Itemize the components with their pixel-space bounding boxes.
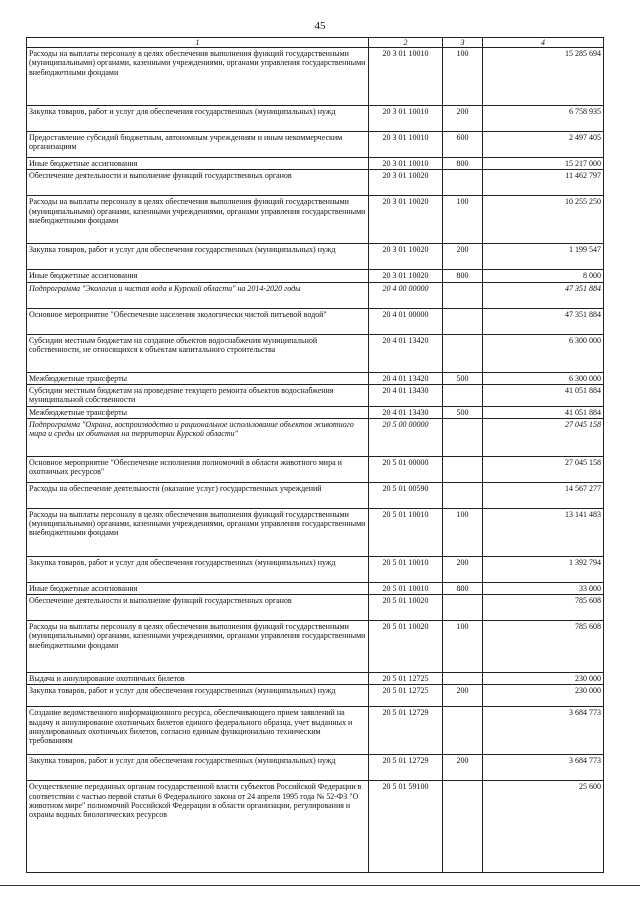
row-amount: 3 684 773 [483,707,604,755]
row-description: Расходы на обеспечение деятельности (оказание услуг) государственных учреждений [27,482,369,508]
row-amount: 230 000 [483,673,604,685]
row-classification-code: 20 5 01 10010 [369,582,443,594]
table-row [27,308,604,334]
row-amount: 27 045 158 [483,418,604,456]
row-classification-code: 20 3 01 10010 [369,158,443,170]
table-row [27,244,604,270]
row-description: Предоставление субсидий бюджетным, автономным учреждениям и иным некоммерческим организациям [27,132,369,158]
table-row [27,158,604,170]
row-amount: 6 300 000 [483,372,604,384]
row-amount: 47 351 884 [483,282,604,308]
row-classification-code: 20 3 01 10020 [369,270,443,282]
table-row [27,406,604,418]
row-classification-code: 20 3 01 10020 [369,170,443,196]
row-amount: 47 351 884 [483,308,604,334]
table-row [27,781,604,873]
table-row [27,270,604,282]
row-amount: 33 000 [483,582,604,594]
row-expense-type [443,334,483,372]
column-header: 4 [483,38,604,48]
row-expense-type [443,595,483,621]
row-description: Основное мероприятие "Обеспечение населения экологически чистой питьевой водой" [27,308,369,334]
row-classification-code: 20 5 01 12729 [369,707,443,755]
row-description: Межбюджетные трансферты [27,372,369,384]
row-expense-type [443,282,483,308]
row-classification-code: 20 3 01 10010 [369,106,443,132]
row-expense-type: 100 [443,48,483,106]
row-description: Расходы на выплаты персоналу в целях обеспечения выполнения функций государственными (муниципальными) органами, казенными учреждениями, органами управления государственными внебюджетными фондами [27,508,369,556]
row-description: Закупка товаров, работ и услуг для обеспечения государственных (муниципальных) нужд [27,106,369,132]
row-description: Осуществление переданных органам государственной власти субъектов Российской Федерации в соответствии с частью первой статьи 6 Федерального закона от 24 апреля 1995 года № 52-ФЗ "О животном мире" полномочий Российской Федерации в области организации, регулирования и охраны водных биологических ресурсов [27,781,369,873]
row-expense-type: 200 [443,755,483,781]
row-classification-code: 20 5 01 10020 [369,621,443,673]
row-description: Подпрограмма "Охрана, воспроизводство и рациональное использование объектов животного мира и среды их обитания на территории Курской области" [27,418,369,456]
row-amount: 14 567 277 [483,482,604,508]
row-description: Обеспечение деятельности и выполнение функций государственных органов [27,595,369,621]
table-row [27,282,604,308]
table-row [27,673,604,685]
table-row [27,106,604,132]
row-expense-type: 600 [443,132,483,158]
row-expense-type [443,781,483,873]
row-amount: 230 000 [483,685,604,707]
table-row [27,372,604,384]
row-amount: 13 141 483 [483,508,604,556]
table-row [27,456,604,482]
row-classification-code: 20 4 01 00000 [369,308,443,334]
table-row [27,621,604,673]
row-description: Субсидии местным бюджетам на создание объектов водоснабжения муниципальной собственности, не относящихся к объектам капитального строительства [27,334,369,372]
row-amount: 785 608 [483,621,604,673]
row-classification-code: 20 5 01 12725 [369,685,443,707]
row-classification-code: 20 5 01 10010 [369,508,443,556]
page-number: 45 [314,20,326,32]
table-header-row [27,38,604,48]
row-expense-type [443,384,483,406]
table-row [27,707,604,755]
row-amount: 1 392 794 [483,556,604,582]
row-description: Подпрограмма "Экология и чистая вода в Курской области" на 2014-2020 годы [27,282,369,308]
row-description: Иные бюджетные ассигнования [27,158,369,170]
row-amount: 10 255 250 [483,196,604,244]
row-expense-type [443,418,483,456]
table-row [27,508,604,556]
row-classification-code: 20 4 01 13430 [369,384,443,406]
row-expense-type [443,170,483,196]
row-amount: 25 600 [483,781,604,873]
row-description: Закупка товаров, работ и услуг для обеспечения государственных (муниципальных) нужд [27,685,369,707]
row-expense-type: 500 [443,406,483,418]
row-classification-code: 20 5 01 12725 [369,673,443,685]
row-description: Основное мероприятие "Обеспечение исполнения полномочий в области животного мира и охотничьих ресурсов" [27,456,369,482]
row-expense-type: 100 [443,196,483,244]
row-expense-type [443,482,483,508]
row-classification-code: 20 5 01 12729 [369,755,443,781]
table-row [27,196,604,244]
table-row [27,755,604,781]
row-classification-code: 20 3 01 10010 [369,132,443,158]
row-amount: 15 217 000 [483,158,604,170]
column-header: 3 [443,38,483,48]
row-amount: 11 462 797 [483,170,604,196]
row-expense-type [443,673,483,685]
row-description: Иные бюджетные ассигнования [27,270,369,282]
row-expense-type [443,707,483,755]
table-body [27,48,604,873]
row-expense-type: 100 [443,621,483,673]
row-description: Создание ведомственного информационного ресурса, обеспечивающего прием заявлений на выдачу и аннулирование охотничьих билетов единого федерального образца, учет выданных и аннулированных охотничьих билетов, согласно единым функционально техническим требованиям [27,707,369,755]
row-description: Расходы на выплаты персоналу в целях обеспечения выполнения функций государственными (муниципальными) органами, казенными учреждениями, органами управления государственными внебюджетными фондами [27,48,369,106]
row-expense-type: 800 [443,270,483,282]
row-amount: 8 000 [483,270,604,282]
column-header: 2 [369,38,443,48]
row-description: Обеспечение деятельности и выполнение функций государственных органов [27,170,369,196]
row-classification-code: 20 5 01 00000 [369,456,443,482]
row-description: Закупка товаров, работ и услуг для обеспечения государственных (муниципальных) нужд [27,244,369,270]
row-classification-code: 20 3 01 10010 [369,48,443,106]
row-description: Расходы на выплаты персоналу в целях обеспечения выполнения функций государственными (муниципальными) органами, казенными учреждениями, органами управления государственными внебюджетными фондами [27,196,369,244]
row-classification-code: 20 4 01 13430 [369,406,443,418]
row-amount: 2 497 405 [483,132,604,158]
row-amount: 6 758 935 [483,106,604,132]
page-bottom-rule [0,885,640,886]
table-row [27,582,604,594]
table-row [27,482,604,508]
row-classification-code: 20 3 01 10020 [369,244,443,270]
row-classification-code: 20 5 00 00000 [369,418,443,456]
row-description: Закупка товаров, работ и услуг для обеспечения государственных (муниципальных) нужд [27,556,369,582]
row-expense-type: 500 [443,372,483,384]
row-amount: 15 285 694 [483,48,604,106]
table-row [27,170,604,196]
table-row [27,685,604,707]
row-description: Иные бюджетные ассигнования [27,582,369,594]
row-classification-code: 20 4 01 13420 [369,334,443,372]
row-classification-code: 20 5 01 10020 [369,595,443,621]
row-amount: 41 051 884 [483,406,604,418]
row-expense-type [443,456,483,482]
table-row [27,595,604,621]
row-classification-code: 20 5 01 00590 [369,482,443,508]
row-expense-type: 800 [443,158,483,170]
row-classification-code: 20 5 01 10010 [369,556,443,582]
row-amount: 3 684 773 [483,755,604,781]
column-header: 1 [27,38,369,48]
row-classification-code: 20 5 01 59100 [369,781,443,873]
row-expense-type: 100 [443,508,483,556]
row-description: Субсидии местным бюджетам на проведение текущего ремонта объектов водоснабжения муниципальной собственности [27,384,369,406]
row-classification-code: 20 4 01 13420 [369,372,443,384]
row-classification-code: 20 3 01 10020 [369,196,443,244]
row-description: Расходы на выплаты персоналу в целях обеспечения выполнения функций государственными (муниципальными) органами, казенными учреждениями, органами управления государственными внебюджетными фондами [27,621,369,673]
row-amount: 785 608 [483,595,604,621]
row-classification-code: 20 4 00 00000 [369,282,443,308]
table-row [27,334,604,372]
table-row [27,418,604,456]
row-expense-type: 200 [443,556,483,582]
row-expense-type: 200 [443,685,483,707]
row-expense-type: 800 [443,582,483,594]
row-amount: 27 045 158 [483,456,604,482]
row-expense-type: 200 [443,106,483,132]
row-description: Выдача и аннулирование охотничьих билетов [27,673,369,685]
budget-table [26,37,604,873]
row-amount: 1 199 547 [483,244,604,270]
table-row [27,48,604,106]
table-row [27,132,604,158]
table-row [27,384,604,406]
table-row [27,556,604,582]
row-description: Закупка товаров, работ и услуг для обеспечения государственных (муниципальных) нужд [27,755,369,781]
row-expense-type [443,308,483,334]
row-description: Межбюджетные трансферты [27,406,369,418]
row-expense-type: 200 [443,244,483,270]
row-amount: 6 300 000 [483,334,604,372]
row-amount: 41 051 884 [483,384,604,406]
